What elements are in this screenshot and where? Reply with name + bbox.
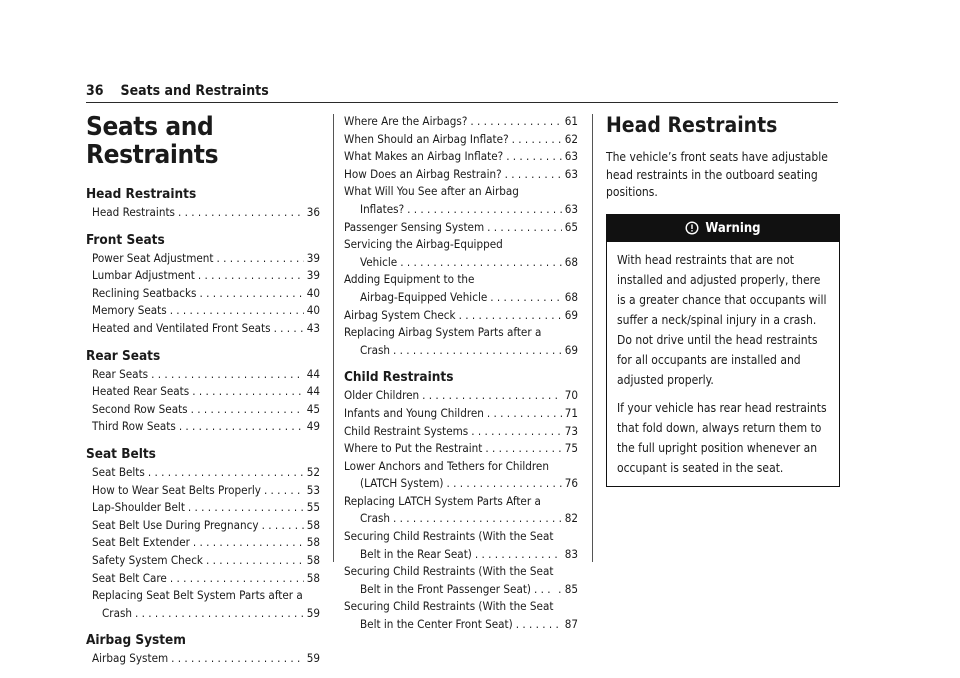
toc-page-number: 65	[564, 219, 578, 234]
toc-entry-title-cont: (LATCH System)	[360, 476, 444, 491]
toc-page-number: 59	[306, 651, 320, 666]
toc-entry-title-cont: Belt in the Rear Seat)	[360, 546, 472, 561]
toc-entry-title: Seat Belt Extender	[92, 535, 190, 550]
toc-leader-dots	[393, 342, 562, 360]
toc-entry-line	[92, 204, 320, 222]
section-title: Head Restraints	[606, 113, 778, 137]
toc-leader-dots	[487, 219, 562, 237]
toc-entry[interactable]	[344, 271, 578, 306]
toc-entry-title: Securing Child Restraints (With the Seat	[344, 529, 554, 544]
toc-page-number: 39	[306, 268, 320, 283]
toc-entry-line	[92, 534, 320, 552]
toc-leader-dots	[274, 320, 298, 338]
toc-column-2	[344, 113, 578, 634]
toc-entry-title: What Will You See after an Airbag	[344, 184, 519, 199]
toc-page-number: 45	[306, 401, 320, 416]
toc-leader-dots	[199, 285, 303, 303]
toc-entry-title: Head Restraints	[92, 205, 175, 219]
toc-entry[interactable]	[344, 219, 578, 237]
toc-entry-title: When Should an Airbag Inflate?	[344, 131, 509, 146]
toc-entry[interactable]	[86, 499, 320, 517]
toc-page-number: 83	[564, 546, 578, 561]
toc-entry[interactable]	[86, 401, 320, 419]
toc-entry-title: Where Are the Airbags?	[344, 114, 468, 128]
toc-entry-line	[92, 302, 320, 320]
toc-entry[interactable]	[86, 482, 320, 500]
toc-entry-line	[344, 405, 578, 423]
toc-entry[interactable]	[344, 166, 578, 184]
toc-page-number: 40	[306, 285, 320, 300]
toc-page-number: 70	[564, 388, 578, 403]
toc-entry[interactable]	[344, 387, 578, 405]
toc-leader-dots	[459, 307, 562, 325]
toc-page-number: 62	[564, 131, 578, 146]
toc-entry-title-cont: Belt in the Front Passenger Seat)	[360, 581, 531, 596]
toc-entry-title: Seat Belts	[92, 464, 145, 479]
toc-page-number: 39	[306, 250, 320, 265]
toc-entry-line	[344, 113, 578, 131]
toc-entry-title: Servicing the Airbag-Equipped	[344, 237, 503, 252]
toc-entry-title: Heated Rear Seats	[92, 384, 190, 399]
toc-entry[interactable]	[344, 528, 578, 563]
intro-paragraph: The vehicle’s front seats have adjustable head restraints in the outboard seating positions.	[606, 150, 828, 199]
toc-page-number: . 85	[558, 581, 578, 596]
warning-box	[606, 214, 840, 487]
toc-page-number: 69	[564, 342, 578, 357]
chapter-title: Seats and Restraints	[86, 112, 219, 170]
warning-header	[607, 215, 839, 242]
toc-page-number: 76	[564, 476, 578, 491]
toc-entry-title: What Makes an Airbag Inflate?	[344, 149, 504, 164]
toc-entry-title: How to Wear Seat Belts Properly	[92, 482, 261, 497]
toc-entry[interactable]	[344, 493, 578, 528]
toc-entry-title: Securing Child Restraints (With the Seat	[344, 564, 554, 579]
toc-entry-line	[92, 250, 320, 268]
toc-page-number: 58	[306, 535, 320, 550]
toc-entry[interactable]	[86, 418, 320, 436]
toc-entry-line	[92, 552, 320, 570]
toc-leader-dots	[206, 552, 304, 570]
toc-page-number: 49	[306, 419, 320, 434]
toc-entry[interactable]	[344, 440, 578, 458]
toc-page-number: 68	[564, 289, 578, 304]
toc-leader-dots	[534, 581, 555, 599]
toc-entry-title: Reclining Seatbacks	[92, 285, 197, 300]
toc-entry-title: Third Row Seats	[92, 419, 176, 434]
toc-list	[86, 366, 320, 436]
toc-page-number: 36	[306, 205, 320, 219]
toc-page-number: 44	[306, 384, 320, 399]
toc-entry-line	[344, 440, 578, 458]
toc-page-number: 58	[306, 570, 320, 585]
toc-page-number: 69	[564, 307, 578, 322]
toc-entry-line	[344, 148, 578, 166]
toc-entry[interactable]	[344, 113, 578, 131]
toc-leader-dots	[471, 423, 562, 441]
toc-entry-line	[92, 517, 320, 535]
toc-page-number: 63	[564, 149, 578, 164]
toc-entry[interactable]	[344, 236, 578, 271]
toc-entry-line	[344, 475, 578, 493]
toc-heading-child-restraints: Child Restraints	[344, 369, 454, 386]
toc-entry[interactable]	[86, 383, 320, 401]
toc-list-child-restraints	[344, 387, 578, 633]
toc-entry-line	[344, 423, 578, 441]
toc-leader-dots	[485, 440, 561, 458]
toc-page-number: 82	[564, 511, 578, 526]
toc-entry[interactable]	[86, 517, 320, 535]
toc-entry-title: Replacing LATCH System Parts After a	[344, 493, 541, 508]
toc-leader-dots	[475, 546, 562, 564]
toc-entry-title: Airbag System Check	[344, 307, 456, 322]
toc-entry-line	[92, 267, 320, 285]
toc-entry-line	[92, 383, 320, 401]
toc-page-number: 75	[564, 441, 578, 456]
toc-page-number: 63	[564, 166, 578, 181]
page-number: 36	[86, 83, 104, 99]
toc-entry-line	[92, 482, 320, 500]
toc-leader-dots	[516, 616, 562, 634]
toc-entry[interactable]	[344, 131, 578, 149]
toc-entry-line	[344, 510, 578, 528]
toc-leader-dots	[407, 201, 562, 219]
toc-entry-title: Memory Seats	[92, 303, 167, 318]
toc-entry-line	[92, 570, 320, 588]
toc-entry-line	[344, 616, 578, 634]
toc-leader-dots	[512, 131, 562, 149]
toc-leader-dots	[188, 499, 304, 517]
toc-entry-title: Seat Belt Care	[92, 570, 167, 585]
toc-page-number: 87	[564, 617, 578, 632]
warning-body	[607, 242, 839, 486]
toc-page-number: 61	[564, 114, 578, 128]
toc-entry-title-cont: Airbag-Equipped Vehicle	[360, 289, 488, 304]
toc-leader-dots	[148, 464, 304, 482]
toc-leader-dots	[393, 510, 562, 528]
running-title: Seats and Restraints	[120, 83, 269, 99]
toc-page-number: 44	[306, 366, 320, 381]
toc-entry-title: Passenger Sensing System	[344, 219, 485, 234]
toc-leader-dots	[400, 254, 562, 272]
toc-entry-title: Infants and Young Children	[344, 405, 484, 420]
toc-entry[interactable]	[344, 458, 578, 493]
toc-entry-title-cont: Belt in the Center Front Seat)	[360, 617, 513, 632]
toc-leader-dots	[490, 289, 561, 307]
toc-entry[interactable]	[344, 307, 578, 325]
toc-leader-dots	[135, 605, 304, 623]
toc-leader-dots	[193, 534, 304, 552]
toc-entry-title-cont: Crash	[102, 605, 133, 620]
toc-entry[interactable]	[86, 534, 320, 552]
toc-page-number: 58	[306, 552, 320, 567]
toc-heading: Front Seats	[86, 231, 165, 248]
warning-label: Warning	[705, 220, 761, 236]
toc-entry-line	[344, 201, 578, 219]
toc-page-number: 55	[306, 500, 320, 515]
toc-page-number: 58	[306, 517, 320, 532]
toc-leader-dots	[262, 517, 304, 535]
toc-list	[86, 250, 320, 338]
toc-entry-title: Child Restraint Systems	[344, 423, 469, 438]
toc-leader-dots	[422, 387, 562, 405]
toc-entry[interactable]	[344, 423, 578, 441]
toc-entry-line	[92, 401, 320, 419]
toc-entry-line	[344, 166, 578, 184]
toc-list	[86, 204, 320, 222]
toc-entry[interactable]	[86, 587, 320, 622]
toc-leader-dots	[506, 148, 562, 166]
toc-entry-title: How Does an Airbag Restrain?	[344, 166, 502, 181]
warning-paragraph: With head restraints that are not installed and adjusted properly, there is a greater chance that occupants will suffer a neck/spinal injury in a crash. Do not drive until the head restraints for all occupants are installed and adjusted properly.	[617, 252, 827, 387]
warning-circle-icon	[685, 221, 699, 235]
toc-entry-line	[92, 650, 320, 668]
toc-list	[86, 650, 320, 668]
toc-entry[interactable]	[86, 285, 320, 303]
toc-entry[interactable]	[344, 148, 578, 166]
toc-entry[interactable]	[86, 204, 320, 222]
toc-heading: Airbag System	[86, 632, 186, 649]
toc-entry[interactable]	[344, 598, 578, 633]
toc-entry-title: Replacing Airbag System Parts after a	[344, 325, 542, 340]
toc-entry-title: Lap-Shoulder Belt	[92, 500, 185, 515]
toc-entry-title-cont: Crash	[360, 511, 391, 526]
toc-entry[interactable]	[344, 563, 578, 598]
toc-leader-dots	[171, 650, 304, 668]
toc-entry-title-cont: Inflates?	[360, 201, 405, 216]
toc-leader-dots	[217, 250, 304, 268]
toc-page-number: 63	[564, 201, 578, 216]
toc-entry[interactable]	[86, 320, 320, 338]
toc-entry-line	[344, 546, 578, 564]
toc-leader-dots	[192, 383, 304, 401]
toc-leader-dots	[198, 267, 304, 285]
toc-entry[interactable]	[86, 302, 320, 320]
toc-entry-title: Heated and Ventilated Front Seats	[92, 320, 271, 335]
head-restraints-section	[606, 113, 842, 487]
toc-entry-title: Lumbar Adjustment	[92, 268, 195, 283]
toc-heading: Rear Seats	[86, 347, 161, 364]
toc-leader-dots	[151, 366, 304, 384]
toc-entry-title: Replacing Seat Belt System Parts after a	[92, 588, 303, 603]
toc-entry-title: Adding Equipment to the	[344, 272, 475, 287]
toc-entry[interactable]	[86, 570, 320, 588]
toc-entry[interactable]	[344, 324, 578, 359]
toc-entry-line	[344, 219, 578, 237]
toc-page-number: 40	[306, 303, 320, 318]
toc-leader-dots	[179, 418, 304, 436]
toc-page-number: . 43	[300, 320, 320, 335]
toc-entry[interactable]	[86, 464, 320, 482]
toc-leader-dots	[170, 302, 304, 320]
toc-entry[interactable]	[86, 366, 320, 384]
toc-entry-title: Seat Belt Use During Pregnancy	[92, 517, 259, 532]
warning-paragraph: If your vehicle has rear head restraints that fold down, always return them to the full upright position whenever an occupant is seated in the seat.	[617, 400, 827, 475]
toc-entry-title-cont: Vehicle	[360, 254, 398, 269]
toc-entry[interactable]	[344, 405, 578, 423]
toc-leader-dots	[178, 204, 304, 222]
toc-entry-line	[344, 581, 578, 599]
toc-entry-line	[92, 285, 320, 303]
page-header	[86, 82, 838, 103]
toc-page-number: 68	[564, 254, 578, 269]
toc-entry-line	[92, 418, 320, 436]
toc-entry-line	[92, 320, 320, 338]
toc-leader-dots	[170, 570, 304, 588]
toc-entry-title: Older Children	[344, 388, 420, 403]
toc-entry[interactable]	[86, 552, 320, 570]
toc-entry-line	[344, 387, 578, 405]
column-divider	[333, 114, 334, 562]
toc-leader-dots	[487, 405, 562, 423]
toc-entry-title: Lower Anchors and Tethers for Children	[344, 458, 549, 473]
toc-entry-title: Where to Put the Restraint	[344, 441, 483, 456]
toc-entry-line	[344, 307, 578, 325]
toc-list-airbag	[344, 113, 578, 359]
toc-entry-line	[92, 499, 320, 517]
toc-entry-line	[344, 289, 578, 307]
toc-entry-title: Airbag System	[92, 651, 169, 666]
toc-entry-title: Second Row Seats	[92, 401, 188, 416]
toc-entry[interactable]	[344, 183, 578, 218]
toc-entry-title: Safety System Check	[92, 552, 203, 567]
toc-heading: Head Restraints	[86, 186, 197, 202]
toc-page-number: 73	[564, 423, 578, 438]
toc-entry-line	[92, 464, 320, 482]
toc-entry-line	[344, 131, 578, 149]
column-divider	[592, 114, 593, 562]
toc-heading: Seat Belts	[86, 445, 156, 462]
toc-leader-dots	[505, 166, 562, 184]
toc-entry[interactable]	[86, 250, 320, 268]
toc-list	[86, 464, 320, 622]
toc-page-number: 52	[306, 464, 320, 479]
toc-entry-title: Securing Child Restraints (With the Seat	[344, 599, 554, 614]
toc-page-number: 71	[564, 405, 578, 420]
toc-entry-line	[344, 342, 578, 360]
toc-entry-line	[92, 366, 320, 384]
toc-entry-line	[344, 254, 578, 272]
toc-entry[interactable]	[86, 267, 320, 285]
toc-leader-dots	[191, 401, 304, 419]
toc-leader-dots	[446, 475, 561, 493]
toc-entry-title: Power Seat Adjustment	[92, 250, 214, 265]
toc-page-number: 59	[306, 605, 320, 620]
toc-column-1	[86, 113, 320, 668]
toc-entry[interactable]	[86, 650, 320, 668]
toc-leader-dots	[470, 113, 561, 131]
toc-page-number: 53	[306, 482, 320, 497]
toc-entry-title: Rear Seats	[92, 366, 149, 381]
toc-entry-line	[92, 605, 320, 623]
toc-entry-title-cont: Crash	[360, 342, 391, 357]
toc-leader-dots	[264, 482, 304, 500]
